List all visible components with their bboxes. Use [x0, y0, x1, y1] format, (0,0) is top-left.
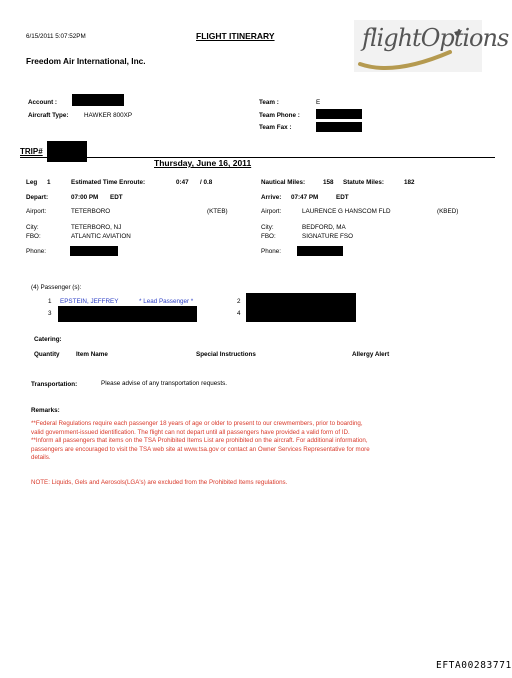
arrive-city: BEDFORD, MA: [302, 224, 346, 231]
passengers-2-4-redaction: [246, 293, 356, 322]
lead-passenger-tag: * Lead Passenger *: [139, 298, 194, 305]
statute-miles-label: Statute Miles:: [343, 179, 384, 186]
catering-col-allergy: Allergy Alert: [352, 351, 390, 358]
catering-col-instructions: Special Instructions: [196, 351, 256, 358]
team-fax-label: Team Fax :: [259, 124, 292, 131]
flight-options-logo: [354, 20, 509, 72]
lga-note: NOTE: Liquids, Gels and Aerosols(LGA's) are excluded from the Prohibited Items regulations.: [31, 479, 288, 486]
arrive-fbo-label: FBO:: [261, 233, 276, 240]
trip-divider: [20, 157, 495, 158]
transportation-text: Please advise of any transportation requests.: [101, 380, 228, 387]
statute-miles-value: 182: [404, 179, 415, 186]
passenger-1-name: EPSTEIN, JEFFREY: [60, 298, 119, 305]
account-redaction: [72, 94, 124, 106]
passenger-3-redaction: [58, 306, 197, 322]
arrive-airport: LAURENCE G HANSCOM FLD: [302, 208, 391, 215]
arrive-phone-redaction: [297, 246, 343, 256]
trip-number-redaction: [47, 141, 87, 162]
leg-label: Leg: [26, 179, 38, 186]
depart-label: Depart:: [26, 194, 49, 201]
depart-airport: TETERBORO: [71, 208, 111, 215]
ete-value: 0:47: [176, 179, 189, 186]
remarks-line-5: details.: [31, 454, 51, 462]
depart-fbo: ATLANTIC AVIATION: [71, 233, 131, 240]
arrive-label: Arrive:: [261, 194, 282, 201]
company-name: Freedom Air International, Inc.: [26, 56, 146, 66]
document-id: EFTA00283771: [436, 660, 512, 671]
account-label: Account :: [28, 99, 58, 106]
remarks-line-2: valid government-issued identification. The flight can not depart until all passengers have provided a valid form of ID.: [31, 428, 350, 436]
depart-airport-code: (KTEB): [207, 208, 228, 215]
depart-fbo-label: FBO:: [26, 233, 41, 240]
arrive-time: 07:47 PM: [291, 194, 319, 201]
aircraft-type-value: HAWKER 800XP: [84, 112, 133, 119]
aircraft-type-label: Aircraft Type:: [28, 112, 69, 119]
team-fax-redaction: [316, 122, 362, 132]
transportation-label: Transportation:: [31, 381, 78, 388]
passenger-1-number: 1: [48, 298, 52, 305]
nautical-miles-label: Nautical Miles:: [261, 179, 306, 186]
catering-col-quantity: Quantity: [34, 351, 60, 358]
ete-label: Estimated Time Enroute:: [71, 179, 146, 186]
depart-time: 07:00 PM: [71, 194, 99, 201]
document-title: FLIGHT ITINERARY: [196, 31, 275, 41]
arrive-airport-label: Airport:: [261, 208, 282, 215]
arrive-fbo: SIGNATURE FSO: [302, 233, 353, 240]
catering-label: Catering:: [34, 336, 62, 343]
arrive-tz: EDT: [336, 194, 349, 201]
depart-phone-redaction: [70, 246, 118, 256]
catering-col-item: Item Name: [76, 351, 108, 358]
timestamp: 6/15/2011 5:07:52PM: [26, 33, 86, 40]
nautical-miles-value: 158: [323, 179, 334, 186]
arrive-phone-label: Phone:: [261, 248, 281, 255]
logo-text: flightOptions: [362, 24, 509, 52]
passenger-3-number: 3: [48, 310, 52, 317]
remarks-label: Remarks:: [31, 407, 60, 414]
team-phone-label: Team Phone :: [259, 112, 300, 119]
arrive-city-label: City:: [261, 224, 274, 231]
trip-label: TRIP#: [20, 147, 43, 156]
ete-decimal: / 0.8: [200, 179, 213, 186]
team-label: Team :: [259, 99, 279, 106]
trip-date: Thursday, June 16, 2011: [154, 158, 252, 168]
depart-phone-label: Phone:: [26, 248, 46, 255]
depart-city: TETERBORO, NJ: [71, 224, 122, 231]
arrive-airport-code: (KBED): [437, 208, 459, 215]
team-phone-redaction: [316, 109, 362, 119]
leg-number: 1: [47, 179, 51, 186]
team-value: E: [316, 99, 321, 106]
remarks-line-1: **Federal Regulations require each passenger 18 years of age or older to present to our crewmembers, prior to boarding,: [31, 420, 363, 427]
depart-city-label: City:: [26, 224, 39, 231]
passengers-header: (4) Passenger (s):: [31, 284, 82, 291]
remarks-text: [31, 420, 449, 463]
remarks-line-4: passengers are encouraged to visit the TSA web site at www.tsa.gov or contact an Owner Services Representative for more: [31, 445, 370, 453]
passenger-2-number: 2: [237, 298, 241, 305]
depart-airport-label: Airport:: [26, 208, 47, 215]
depart-tz: EDT: [110, 194, 123, 201]
remarks-line-3: **Inform all passengers that items on the TSA Prohibited Items List are prohibited on the aircraft. For additional information,: [31, 437, 368, 445]
passenger-4-number: 4: [237, 310, 241, 317]
